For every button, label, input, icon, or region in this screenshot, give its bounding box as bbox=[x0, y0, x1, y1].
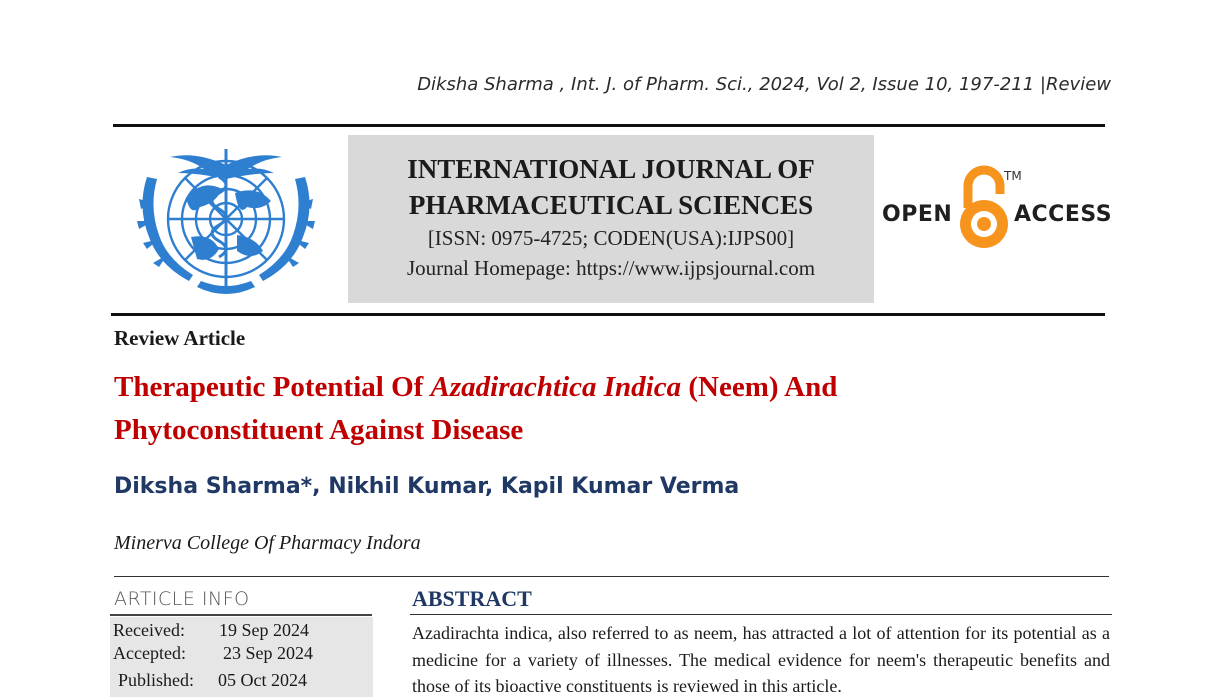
running-header-citation: Diksha Sharma , Int. J. of Pharm. Sci., 2024, Vol 2, Issue 10, 197-211 |Review bbox=[417, 74, 1111, 95]
published-label: Published: bbox=[118, 670, 195, 690]
open-access-trademark: TM bbox=[1004, 169, 1022, 183]
article-type: Review Article bbox=[114, 326, 246, 350]
received-label: Received: bbox=[113, 620, 185, 640]
header-top-rule bbox=[113, 124, 1105, 127]
abstract-text: Azadirachta indica, also referred to as neem, has attracted a lot of attention for its potential as a medicine for a variety of illnesses. The medical evidence for neem's therapeutic benefits and those of its bioactive constituents is reviewed in this article. bbox=[412, 623, 1110, 696]
open-access-open-text: OPEN bbox=[882, 202, 953, 227]
journal-emblem-logo bbox=[127, 137, 325, 307]
abstract-rule bbox=[410, 614, 1112, 615]
author-affiliation: Minerva College Of Pharmacy Indora bbox=[114, 532, 421, 554]
author-list: Diksha Sharma*, Nikhil Kumar, Kapil Kumar Verma bbox=[114, 474, 740, 499]
accepted-label: Accepted: bbox=[113, 643, 186, 663]
accepted-date: 23 Sep 2024 bbox=[223, 643, 313, 663]
article-info-box bbox=[110, 617, 373, 697]
journal-title-line2: PHARMACEUTICAL SCIENCES bbox=[408, 190, 814, 220]
article-title-italic: Azadirachtica Indica bbox=[430, 371, 682, 403]
article-title-part2: (Neem) And Phytoconstituent Against Disease bbox=[114, 371, 838, 446]
open-access-access-text: ACCESS bbox=[1014, 202, 1113, 227]
received-row bbox=[113, 620, 309, 641]
accepted-row bbox=[113, 643, 313, 664]
published-row bbox=[118, 670, 307, 691]
open-access-logo bbox=[880, 164, 1113, 254]
journal-banner bbox=[348, 135, 874, 303]
published-date: 05 Oct 2024 bbox=[218, 670, 307, 690]
received-date: 19 Sep 2024 bbox=[219, 620, 309, 640]
journal-title-line1: INTERNATIONAL JOURNAL OF bbox=[407, 154, 815, 184]
journal-title bbox=[348, 151, 874, 223]
journal-homepage: Journal Homepage: https://www.ijpsjournal.com bbox=[406, 256, 816, 280]
section-divider bbox=[114, 576, 1109, 577]
article-title-part1: Therapeutic Potential Of bbox=[114, 371, 431, 403]
article-info-rule bbox=[110, 614, 372, 616]
article-info-heading: ARTICLE INFO bbox=[114, 588, 250, 610]
abstract-heading: ABSTRACT bbox=[412, 586, 532, 611]
header-bottom-rule bbox=[111, 313, 1105, 316]
journal-issn-coden: [ISSN: 0975-4725; CODEN(USA):IJPS00] bbox=[427, 226, 795, 250]
article-title bbox=[114, 366, 1014, 452]
